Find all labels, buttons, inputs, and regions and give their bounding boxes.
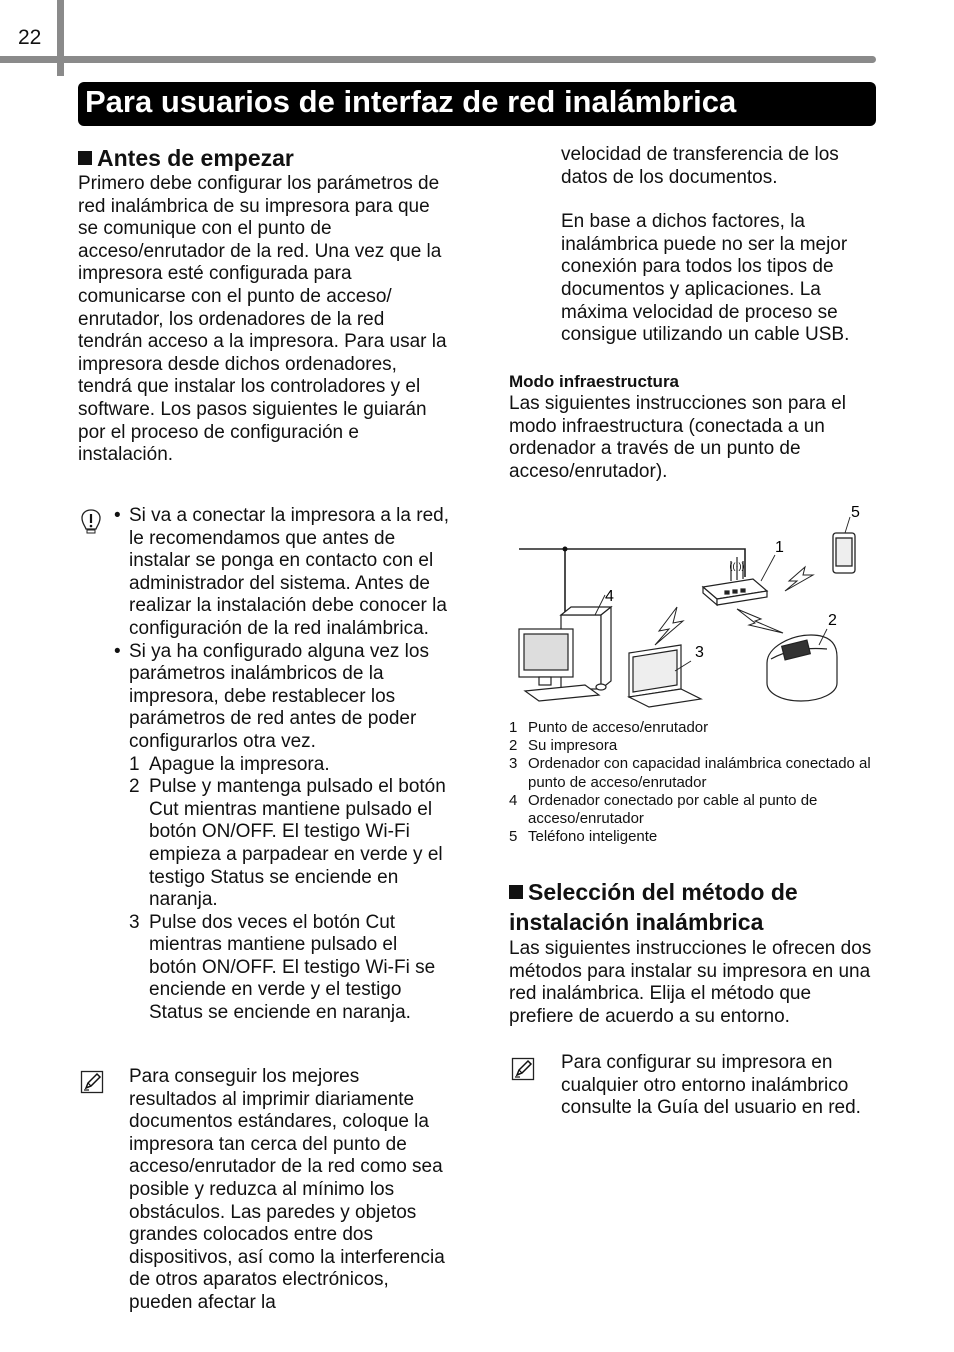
note-paragraph-3: Para configurar su impresora en cualquier otro entorno inalámbrico consulte la Guía del usuario en red. [561,1052,861,1119]
legend-text: Teléfono inteligente [528,828,658,846]
step-item [129,776,449,912]
wifi-waves-icon: ((·)) [729,561,745,571]
cable-junction [563,547,568,552]
legend-text: Su impresora [528,737,618,755]
wireless-signal-icon [737,609,783,633]
step-text: Pulse dos veces el botón Cut mientras mantiene pulsado el botón ON/OFF. El testigo Wi-Fi se enciende en verde y el testigo Status se enciende en naranja. [149,911,436,1024]
header-horizontal-rule [0,56,876,63]
callout-2: 2 [828,612,837,629]
legend-number: 2 [509,737,518,755]
legend-item [509,792,884,828]
callout-4: 4 [605,588,614,605]
note-paragraph-2 [561,144,881,347]
bullet-item [114,641,449,754]
heading-square-icon [509,885,523,899]
paragraph-gap [561,189,881,211]
method-heading-line [509,877,879,907]
step-number: 3 [129,911,140,933]
bullet-dot: • [114,505,121,526]
intro-paragraph: Primero debe configurar los parámetros de red inalámbrica de su impresora para que se comunique con el punto de acceso/enrutador de la red. Una vez que la impresora esté configurada para comunicarse con el punto de acceso/ enrutador, los ordenadores de la red tendrán acceso a la impresora. Para usar la impresora desde dichos ordenadores, tendrá que instalar los controladores y el software. Los pasos siguientes le guiarán por el proceso de configuración e instalación. [78,173,447,466]
bullet-dot: • [114,640,121,662]
legend-number: 1 [509,719,518,736]
wireless-signal-icon [785,567,813,591]
callout-3: 3 [695,644,704,661]
legend-number: 5 [509,828,518,846]
step-text: Pulse y mantenga pulsado el botón Cut mientras mantiene pulsado el botón ON/OFF. El testigo Wi-Fi empieza a parpadear en verde y el testigo Status se enciende en naranja. [149,776,446,911]
infra-heading: Modo infraestructura [509,372,680,391]
method-heading-text: Selección del método de [528,879,798,905]
bullet-item [114,505,449,641]
heading-square-icon [78,151,92,165]
method-paragraph: Las siguientes instrucciones le ofrecen dos métodos para instalar su impresora en una red inalámbrica. Elija el método que prefiere de acuerdo a su entorno. [509,938,872,1027]
legend-item [509,828,884,846]
legend-item [509,737,884,755]
legend-number: 4 [509,791,518,809]
step-text: Apague la impresora. [149,753,330,775]
important-block [114,505,449,1025]
legend-text: Punto de acceso/enrutador [528,719,709,736]
diagram-legend [509,719,884,846]
important-caution-icon [80,509,102,537]
step-item [129,754,449,777]
bullet-text: Si ya ha configurado alguna vez los parámetros inalámbricos de la impresora, debe restablecer los parámetros de red antes de poder configurarlos otra vez. [129,640,429,752]
note-pencil-icon [511,1057,535,1081]
wireless-signal-icon [655,607,683,645]
smartphone-device [833,533,855,573]
legend-number: 3 [509,755,518,773]
note-continuation: velocidad de transferencia de los datos de los documentos. [561,144,839,188]
step-item [129,912,449,1025]
infra-paragraph: Las siguientes instrucciones son para el modo infraestructura (conectada a un ordenador a través de un punto de acceso/enrutador). [509,393,846,482]
section-heading-before [78,143,294,173]
page-title: Para usuarios de interfaz de red inalámbrica [85,84,737,119]
legend-item [509,719,884,737]
network-diagram [505,495,885,715]
step-number: 2 [129,776,140,798]
note-usb-text: En base a dichos factores, la inalámbrica puede no ser la mejor conexión para todos los tipos de documentos y aplicaciones. La máxima velocidad de proceso se consigue utilizando un cable USB. [561,211,850,346]
step-number: 1 [129,753,140,775]
laptop-computer [629,645,701,707]
bullet-text: Si va a conectar la impresora a la red, le recomendamos que antes de instalar se ponga en contacto con el administrador del sistema. Antes de realizar la instalación debe conocer la configuración de la red inalámbrica. [129,505,449,639]
page-number: 22 [18,26,42,49]
callout-5: 5 [851,504,860,521]
legend-text: Ordenador conectado por cable al punto de acceso/enrutador [528,791,818,828]
section-heading-method [509,877,879,937]
header-vertical-rule [57,0,64,76]
legend-item [509,755,884,791]
legend-text: Ordenador con capacidad inalámbrica conectado al punto de acceso/enrutador [528,755,871,791]
desktop-computer [519,607,611,701]
note-pencil-icon [80,1070,104,1094]
callout-1: 1 [775,539,784,556]
step-list [114,754,449,1025]
label-printer [767,635,837,701]
method-heading-text-2: instalación inalámbrica [509,909,764,935]
note-paragraph-1: Para conseguir los mejores resultados al imprimir diariamente documentos estándares, coloque la impresora tan cerca del punto de acceso/enrutador de la red como sea posible y reduzca al mínimo los obstáculos. Las paredes y objetos grandes colocados entre dos dispositivos, así como la interferencia de otros aparatos electrónicos, pueden afectar la [129,1066,445,1313]
section-heading-before-text: Antes de empezar [97,145,294,171]
